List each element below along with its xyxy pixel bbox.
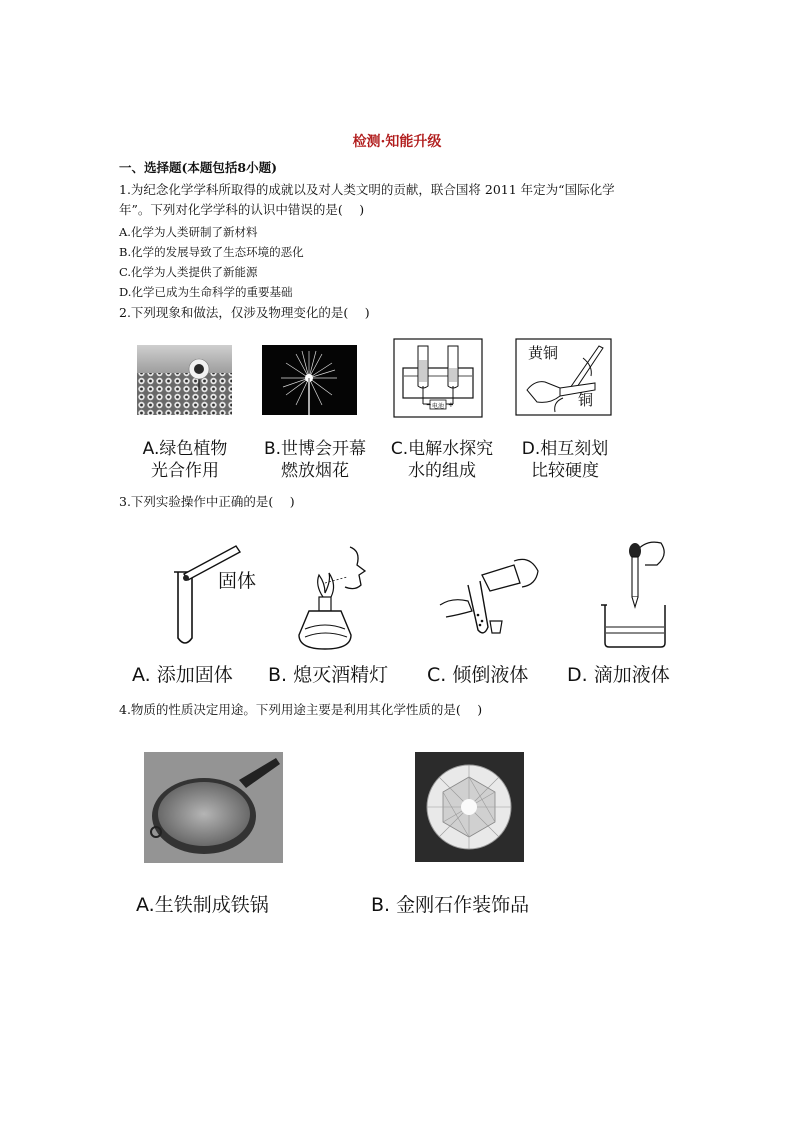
q1-option-a: A.化学为人类研制了新材料 (119, 225, 258, 239)
q4-stem: 4.物质的性质决定用途。下列用途主要是利用其化学性质的是( ) (119, 702, 483, 717)
extinguish-lamp-diagram (295, 545, 375, 655)
section-header: 一、选择题(本题包括8小题) (119, 160, 278, 175)
q2-caption-b: B.世博会开幕 燃放烟花 (263, 439, 367, 481)
add-solid-diagram (170, 540, 245, 650)
q3-caption-a: A. 添加固体 (132, 664, 233, 686)
q1-option-b: B.化学的发展导致了生态环境的恶化 (119, 245, 304, 259)
svg-text:−: − (426, 401, 432, 409)
fireworks-photo (262, 345, 357, 415)
copper-label: 铜 (578, 391, 594, 409)
q4-caption-a: A.生铁制成铁锅 (136, 894, 269, 916)
q1-stem-line2: 年”。下列对化学学科的认识中错误的是( ) (119, 202, 365, 217)
sunflower-photo (137, 345, 232, 415)
solid-label: 固体 (218, 570, 257, 592)
q2-caption-a: A.绿色植物 光合作用 (142, 439, 228, 481)
page-title: 检测·知能升级 (352, 134, 442, 150)
q3-caption-b: B. 熄灭酒精灯 (268, 664, 389, 686)
pour-liquid-diagram (438, 545, 543, 645)
electrolysis-diagram (393, 338, 483, 418)
q3-caption-c: C. 倾倒液体 (427, 664, 529, 686)
iron-wok-photo (144, 752, 283, 863)
q2-stem: 2.下列现象和做法，仅涉及物理变化的是( ) (119, 305, 370, 320)
brass-label: 黄铜 (528, 344, 559, 362)
q2-caption-d: D.相互刻划 比较硬度 (521, 439, 609, 481)
q4-caption-b: B. 金刚石作装饰品 (371, 894, 530, 916)
q3-caption-d: D. 滴加液体 (567, 664, 670, 686)
drop-liquid-diagram (595, 535, 675, 650)
q3-stem: 3.下列实验操作中正确的是( ) (119, 494, 295, 509)
q2-caption-c: C.电解水探究 水的组成 (390, 439, 494, 481)
svg-text:+: + (448, 401, 454, 409)
power-label: 电池 (431, 403, 445, 410)
q1-option-d: D.化学已成为生命科学的重要基础 (119, 285, 293, 299)
q1-option-c: C.化学为人类提供了新能源 (119, 265, 258, 279)
diamond-photo (415, 752, 524, 862)
q1-stem-line1: 1.为纪念化学学科所取得的成就以及对人类文明的贡献，联合国将 2011 年定为“国际化学 (119, 182, 615, 197)
